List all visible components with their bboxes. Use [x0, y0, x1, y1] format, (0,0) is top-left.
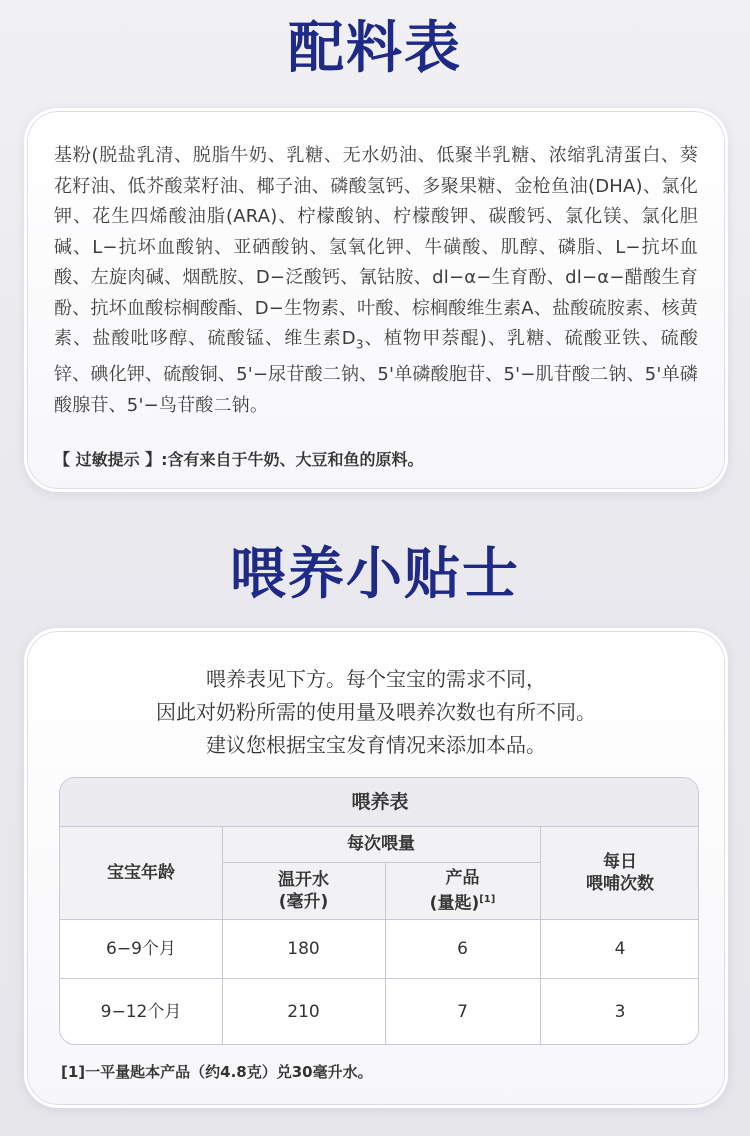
- table-cell-age: 9−12个月: [100, 1002, 182, 1022]
- allergy-notice: 【 过敏提示 】:含有来自于牛奶、大豆和鱼的原料。: [54, 450, 424, 470]
- ingredients-text: 基粉(脱盐乳清、脱脂牛奶、乳糖、无水奶油、低聚半乳糖、浓缩乳清蛋白、葵花籽油、低芥酸菜籽油、椰子油、磷酸氢钙、多聚果糖、金枪鱼油(DHA)、氯化钾、花生四烯酸油脂(ARA)、柠檬酸钠、柠檬酸钾、碳酸钙、氯化镁、氯化胆碱、L−抗坏血酸钠、亚硒酸钠、氢氧化钾、牛磺酸、肌醇、磷脂、L−抗坏血酸、左旋肉碱、烟酰胺、D−泛酸钙、氰钴胺、dl−α−生育酚、dl−α−醋酸生育酚、抗坏血酸棕榈酸酯、D−生物素、叶酸、棕榈酸维生素A、盐酸硫胺素、核黄素、盐酸吡哆醇、硫酸锰、维生素$D_3$、植物甲萘醌)、乳糖、硫酸亚铁、硫酸锌、碘化钾、硫酸铜、5'−尿苷酸二钠、5'单磷酸胞苷、5'−肌苷酸二钠、5'单磷酸腺苷、5'−鸟苷酸二钠。: [54, 145, 699, 416]
- col-water-header: 温开水 (毫升): [278, 869, 329, 912]
- table-cell-water: 180: [287, 938, 320, 959]
- table-title: 喂养表: [351, 791, 409, 813]
- feeding-tips-title: 喂养小贴士: [230, 542, 520, 607]
- table-cell-product: 7: [457, 1002, 468, 1022]
- col-daily-header: 每日 喂哺次数: [586, 851, 654, 894]
- ingredients-card: [24, 108, 728, 492]
- col-product-header: 产品 (量匙)[1]: [429, 867, 496, 914]
- table-cell-product: 6: [457, 938, 468, 959]
- table-footnote: [1]一平量匙本产品（约4.8克）兑30毫升水。: [61, 1063, 373, 1081]
- table-cell-water: 210: [287, 1002, 320, 1022]
- table-cell-times: 3: [614, 1002, 626, 1022]
- col-per-feed-header: 每次喂量: [347, 834, 415, 854]
- feeding-card: [24, 628, 728, 1108]
- table-cell-times: 4: [614, 938, 626, 959]
- col-age-header: 宝宝年龄: [107, 862, 175, 883]
- ingredients-title: 配料表: [288, 16, 462, 81]
- feeding-intro: 喂养表见下方。每个宝宝的需求不同， 因此对奶粉所需的使用量及喂养次数也有所不同。 建议您根据宝宝发育情况来添加本品。: [156, 667, 596, 757]
- feeding-table: [59, 777, 699, 1045]
- table-cell-age: 6−9个月: [106, 938, 176, 959]
